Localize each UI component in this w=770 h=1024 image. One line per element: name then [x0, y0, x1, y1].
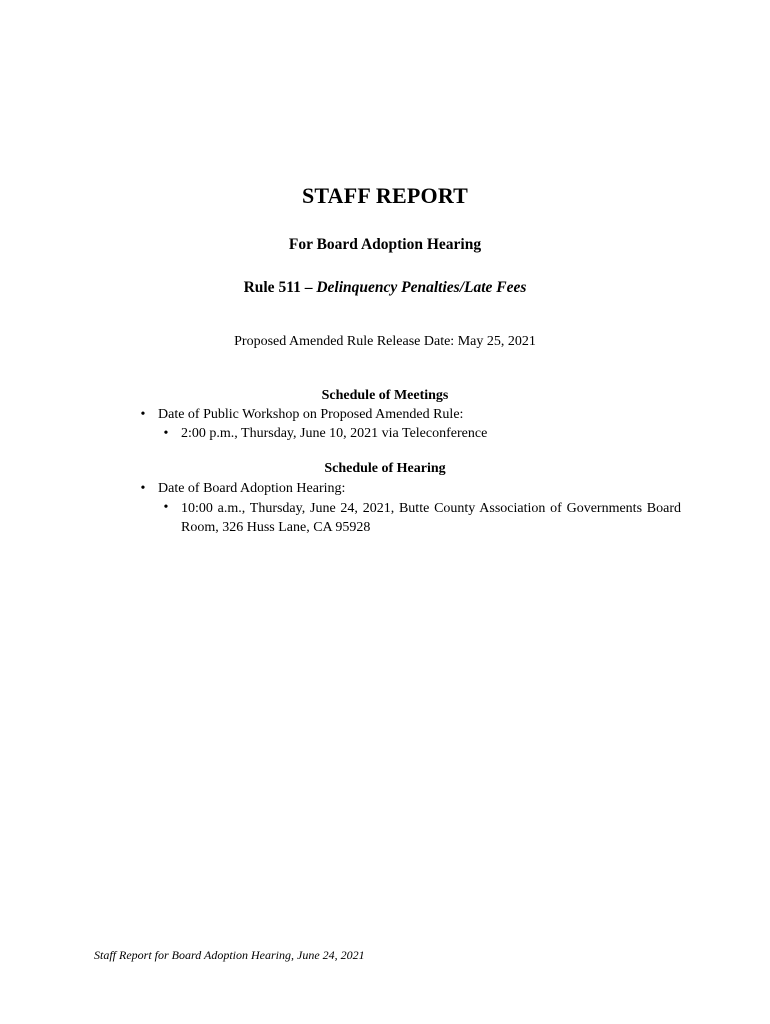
bullet-icon: •	[163, 500, 169, 515]
document-title: STAFF REPORT	[301, 183, 469, 208]
hearing-heading: Schedule of Hearing	[324, 461, 446, 476]
bullet-icon: •	[140, 481, 146, 496]
meetings-heading: Schedule of Meetings	[321, 388, 449, 403]
hearing-label: Date of Board Adoption Hearing:	[158, 481, 346, 496]
rule-number: Rule 511 –	[243, 279, 317, 296]
bullet-icon: •	[163, 426, 169, 441]
hearing-detail: 10:00 a.m., Thursday, June 24, 2021, Butte County Association of Governments Board Room, 326 Huss Lane, CA 95928	[181, 501, 681, 535]
rule-heading	[0, 279, 770, 297]
document-subtitle: For Board Adoption Hearing	[288, 236, 482, 253]
release-date: Proposed Amended Rule Release Date: May 25, 2021	[234, 334, 536, 349]
bullet-icon: •	[140, 407, 146, 422]
workshop-label: Date of Public Workshop on Proposed Amended Rule:	[158, 407, 464, 422]
rule-name: Delinquency Penalties/Late Fees	[316, 279, 527, 296]
page-footer: Staff Report for Board Adoption Hearing, June 24, 2021	[94, 948, 365, 962]
workshop-detail: 2:00 p.m., Thursday, June 10, 2021 via Teleconference	[181, 426, 488, 441]
